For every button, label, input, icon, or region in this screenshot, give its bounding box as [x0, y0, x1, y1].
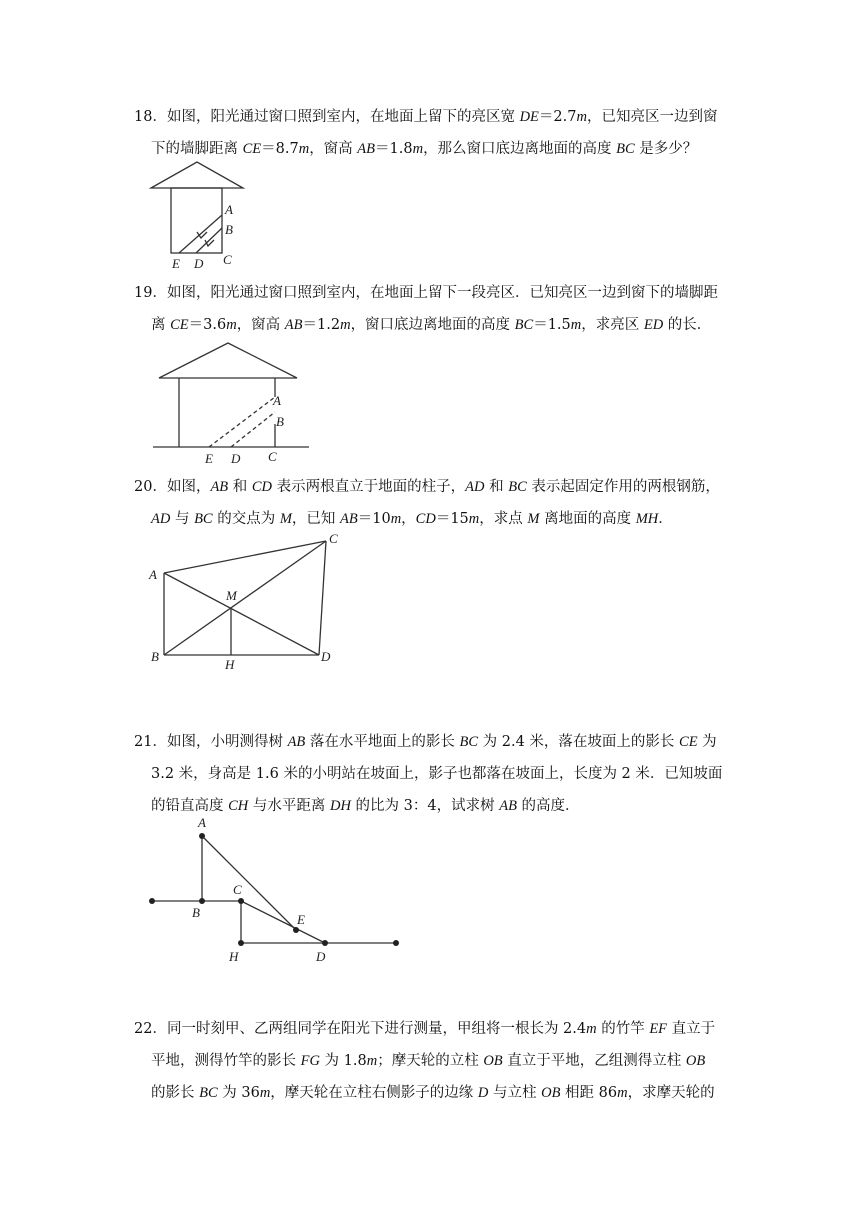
fig20-label-h: H: [225, 657, 235, 672]
fig21-point-c: [238, 898, 244, 904]
fig18-label-d: D: [194, 256, 204, 271]
problem-19-line-2: 离 CE＝3.6m，窗高 AB＝1.2m，窗口底边离地面的高度 BC＝1.5m，求亮区 ED 的长．: [151, 317, 712, 333]
fig21-label-b: B: [192, 905, 200, 920]
problem-21-line-3: 的铅直高度 CH 与水平距离 DH 的比为 3：4，试求树 AB 的高度．: [151, 798, 580, 814]
fig21-slope-cd: [241, 901, 325, 943]
fig20-label-c: C: [329, 531, 338, 546]
fig21-label-h: H: [229, 949, 239, 964]
fig21-point-d: [322, 940, 328, 946]
fig21-points: [149, 833, 399, 946]
fig19-label-e: E: [205, 451, 213, 466]
fig20-label-m: M: [226, 588, 237, 603]
fig19-label-d: D: [231, 451, 241, 466]
problem-18-line-1: 18．如图，阳光通过窗口照到室内，在地面上留下的亮区宽 DE＝2.7m，已知亮区一边到窗: [134, 109, 718, 125]
fig20-label-a: A: [149, 567, 157, 582]
fig21-point-a: [199, 833, 205, 839]
fig21-point-h: [238, 940, 244, 946]
problem-20-line-1: 20．如图，AB 和 CD 表示两根直立于地面的柱子，AD 和 BC 表示起固定作用的两根钢筋，: [134, 479, 720, 495]
fig21-label-e: E: [297, 912, 305, 927]
problem-22-line-1: 22．同一时刻甲、乙两组同学在阳光下进行测量，甲组将一根长为 2.4m 的竹竿 EF 直立于: [134, 1021, 716, 1037]
fig18-label-a: A: [225, 202, 233, 217]
fig19-label-c: C: [268, 449, 277, 464]
fig18-label-b: B: [225, 222, 233, 237]
problem-21-line-1: 21．如图，小明测得树 AB 落在水平地面上的影长 BC 为 2.4 米，落在坡面上的影长 CE 为: [134, 734, 717, 750]
problem-20-line-2: AD 与 BC 的交点为 M，已知 AB＝10m，CD＝15m，求点 M 离地面的高度 MH．: [151, 511, 673, 527]
fig20-label-b: B: [151, 649, 159, 664]
fig19-label-b: B: [276, 414, 284, 429]
fig21-label-a: A: [198, 815, 206, 830]
fig21-point-b: [199, 898, 205, 904]
problem-22-line-2: 平地，测得竹竿的影长 FG 为 1.8m；摩天轮的立柱 OB 直立于平地，乙组测得立柱 OB: [151, 1053, 706, 1069]
fig21-point-left: [149, 898, 155, 904]
fig21-label-c: C: [233, 882, 242, 897]
problem-19-line-1: 19．如图，阳光通过窗口照到室内，在地面上留下一段亮区．已知亮区一边到窗下的墙脚距: [134, 285, 718, 301]
fig19-label-a: A: [273, 393, 281, 408]
fig21-point-e: [293, 927, 299, 933]
fig18-label-e: E: [172, 256, 180, 271]
problem-18-line-2: 下的墙脚距离 CE＝8.7m，窗高 AB＝1.8m，那么窗口底边离地面的高度 BC 是多少？: [151, 141, 698, 157]
fig20-label-d: D: [321, 649, 331, 664]
problem-22: [134, 1013, 744, 1109]
problem-21-line-2: 3.2 米，身高是 1.6 米的小明站在坡面上，影子也都落在坡面上，长度为 2 米．已知坡面: [151, 766, 723, 782]
problem-22-line-3: 的影长 BC 为 36m，摩天轮在立柱右侧影子的边缘 D 与立柱 OB 相距 86m，求摩天轮的: [151, 1085, 715, 1101]
fig18-label-c: C: [223, 252, 232, 267]
fig21-ray-ae: [202, 836, 296, 930]
fig21-label-d: D: [316, 949, 326, 964]
fig21-point-right: [393, 940, 399, 946]
